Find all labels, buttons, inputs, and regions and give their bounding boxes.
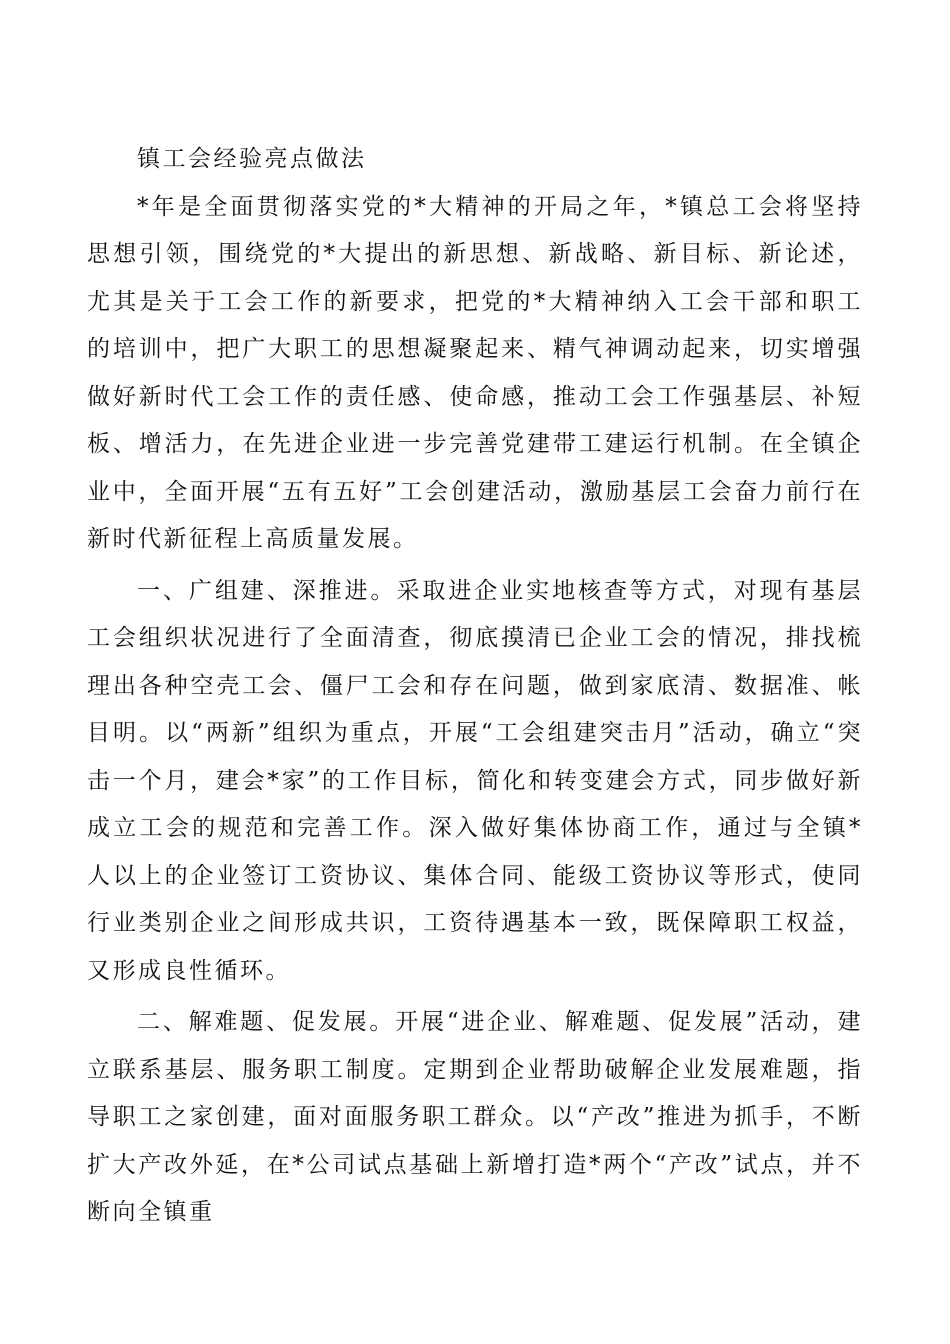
- paragraph-section-two: 二、解难题、促发展。开展“进企业、解难题、促发展”活动，建立联系基层、服务职工制度。定期到企业帮助破解企业发展难题，指导职工之家创建，面对面服务职工群众。以“产改”推进为抓手，不断扩大产改外延，在*公司试点基础上新增打造*两个“产改”试点，并不断向全镇重: [87, 1009, 863, 1225]
- document-title: 镇工会经验亮点做法: [137, 146, 367, 172]
- paragraph-section-one: 一、广组建、深推进。采取进企业实地核查等方式，对现有基层工会组织状况进行了全面清查，彻底摸清已企业工会的情况，排找梳理出各种空壳工会、僵尸工会和存在问题，做到家底清、数据准、帐目明。以“两新”组织为重点，开展“工会组建突击月”活动，确立“突击一个月，建会*家”的工作目标，简化和转变建会方式，同步做好新成立工会的规范和完善工作。深入做好集体协商工作，通过与全镇*人以上的企业签订工资协议、集体合同、能级工资协议等形式，使同行业类别企业之间形成共识，工资待遇基本一致，既保障职工权益，又形成良性循环。: [87, 577, 863, 984]
- paragraph-intro: *年是全面贯彻落实党的*大精神的开局之年，*镇总工会将坚持思想引领，围绕党的*大提出的新思想、新战略、新目标、新论述，尤其是关于工会工作的新要求，把党的*大精神纳入工会干部和职工的培训中，把广大职工的思想凝聚起来、精气神调动起来，切实增强做好新时代工会工作的责任感、使命感，推动工会工作强基层、补短板、增活力，在先进企业进一步完善党建带工建运行机制。在全镇企业中，全面开展“五有五好”工会创建活动，激励基层工会奋力前行在新时代新征程上高质量发展。: [87, 193, 863, 552]
- document-body: [87, 136, 863, 1237]
